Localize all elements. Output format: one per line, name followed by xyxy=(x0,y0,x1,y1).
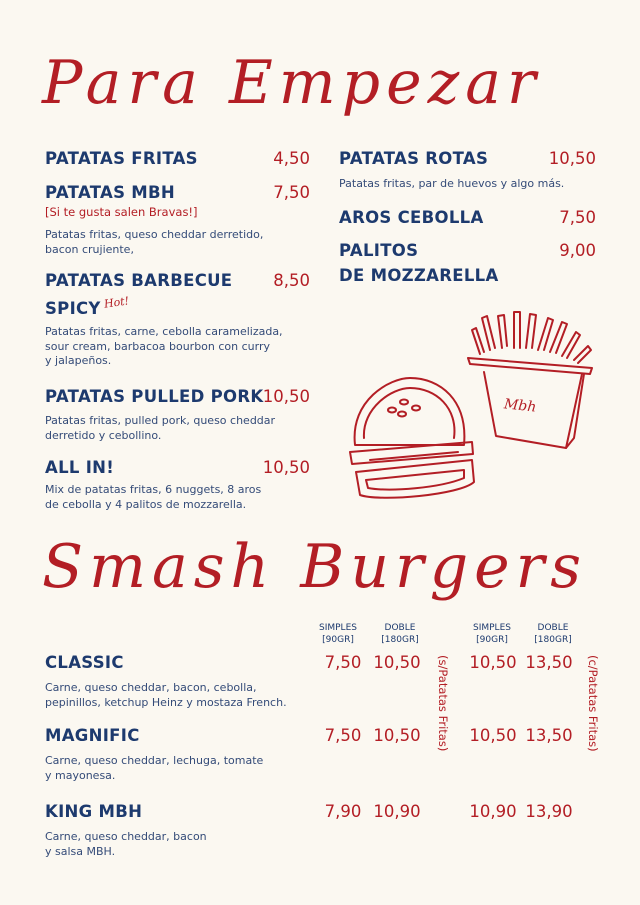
burger-name-classic: CLASSIC xyxy=(45,653,124,672)
item-price-patatas-mbh: 7,50 xyxy=(273,183,310,202)
burger-price: 7,90 xyxy=(324,802,362,821)
burger-name-magnific: MAGNIFIC xyxy=(45,726,140,745)
item-price-pulled-pork: 10,50 xyxy=(262,387,310,406)
item-desc-pulled-pork: Patatas fritas, pulled pork, queso cheddar derretido y cebollino. xyxy=(45,414,276,442)
item-desc-patatas-mbh: Patatas fritas, queso cheddar derretido, bacon crujiente, xyxy=(45,228,264,256)
item-price-patatas-barbecue: 8,50 xyxy=(273,271,310,290)
item-desc-patatas-barbecue: Patatas fritas, carne, cebolla caramelizada, sour cream, barbacoa bourbon con curry y jalapeños. xyxy=(45,325,283,367)
col-header-doble-2: DOBLE [180GR] xyxy=(534,623,572,645)
fries-illustration xyxy=(462,308,612,458)
item-name-patatas-barbecue: PATATAS BARBECUE xyxy=(45,271,233,290)
item-name-all-in: ALL IN! xyxy=(45,458,115,477)
burger-price: 13,50 xyxy=(525,653,573,672)
item-price-patatas-rotas: 10,50 xyxy=(548,149,596,168)
item-name-pulled-pork: PATATAS PULLED PORK xyxy=(45,387,264,406)
group-label-sin-patatas: (s/Patatas Fritas) xyxy=(436,655,450,752)
group-label-con-patatas: (c/Patatas Fritas) xyxy=(586,655,600,752)
item-name-patatas-rotas: PATATAS ROTAS xyxy=(339,149,489,168)
starters-title: Para Empezar xyxy=(42,48,542,118)
burger-price: 10,90 xyxy=(469,802,517,821)
burger-price: 7,50 xyxy=(324,653,362,672)
hot-tag: Hot! xyxy=(103,294,130,311)
col-header-simples-1: SIMPLES [90GR] xyxy=(319,623,357,645)
item-name2-mozzarella: DE MOZZARELLA xyxy=(339,266,499,285)
item-name-aros-cebolla: AROS CEBOLLA xyxy=(339,208,484,227)
burger-price: 10,50 xyxy=(373,653,421,672)
item-name2-spicy: SPICY xyxy=(45,299,101,318)
fries-box-label: Mbh xyxy=(503,396,538,416)
item-name-palitos: PALITOS xyxy=(339,241,419,260)
burger-name-king-mbh: KING MBH xyxy=(45,802,143,821)
item-price-aros-cebolla: 7,50 xyxy=(559,208,596,227)
item-name-patatas-mbh: PATATAS MBH xyxy=(45,183,176,202)
item-price-all-in: 10,50 xyxy=(262,458,310,477)
item-name-patatas-fritas: PATATAS FRITAS xyxy=(45,149,198,168)
item-price-palitos: 9,00 xyxy=(559,241,596,260)
burger-price: 7,50 xyxy=(324,726,362,745)
item-desc-patatas-rotas: Patatas fritas, par de huevos y algo más. xyxy=(339,177,565,190)
burger-price: 10,50 xyxy=(469,726,517,745)
burger-desc-classic: Carne, queso cheddar, bacon, cebolla, pepinillos, ketchup Heinz y mostaza French. xyxy=(45,681,287,709)
burger-price: 13,90 xyxy=(525,802,573,821)
col-header-doble-1: DOBLE [180GR] xyxy=(381,623,419,645)
burger-price: 10,50 xyxy=(469,653,517,672)
item-price-patatas-fritas: 4,50 xyxy=(273,149,310,168)
col-header-simples-2: SIMPLES [90GR] xyxy=(473,623,511,645)
burger-price: 13,50 xyxy=(525,726,573,745)
item-note-patatas-mbh: [Si te gusta salen Bravas!] xyxy=(45,205,198,219)
burger-desc-magnific: Carne, queso cheddar, lechuga, tomate y mayonesa. xyxy=(45,754,264,782)
burger-desc-king-mbh: Carne, queso cheddar, bacon y salsa MBH. xyxy=(45,830,207,858)
burger-price: 10,90 xyxy=(373,802,421,821)
item-desc-all-in: Mix de patatas fritas, 6 nuggets, 8 aros de cebolla y 4 palitos de mozzarella. xyxy=(45,483,262,511)
burgers-title: Smash Burgers xyxy=(42,532,588,602)
burger-price: 10,50 xyxy=(373,726,421,745)
